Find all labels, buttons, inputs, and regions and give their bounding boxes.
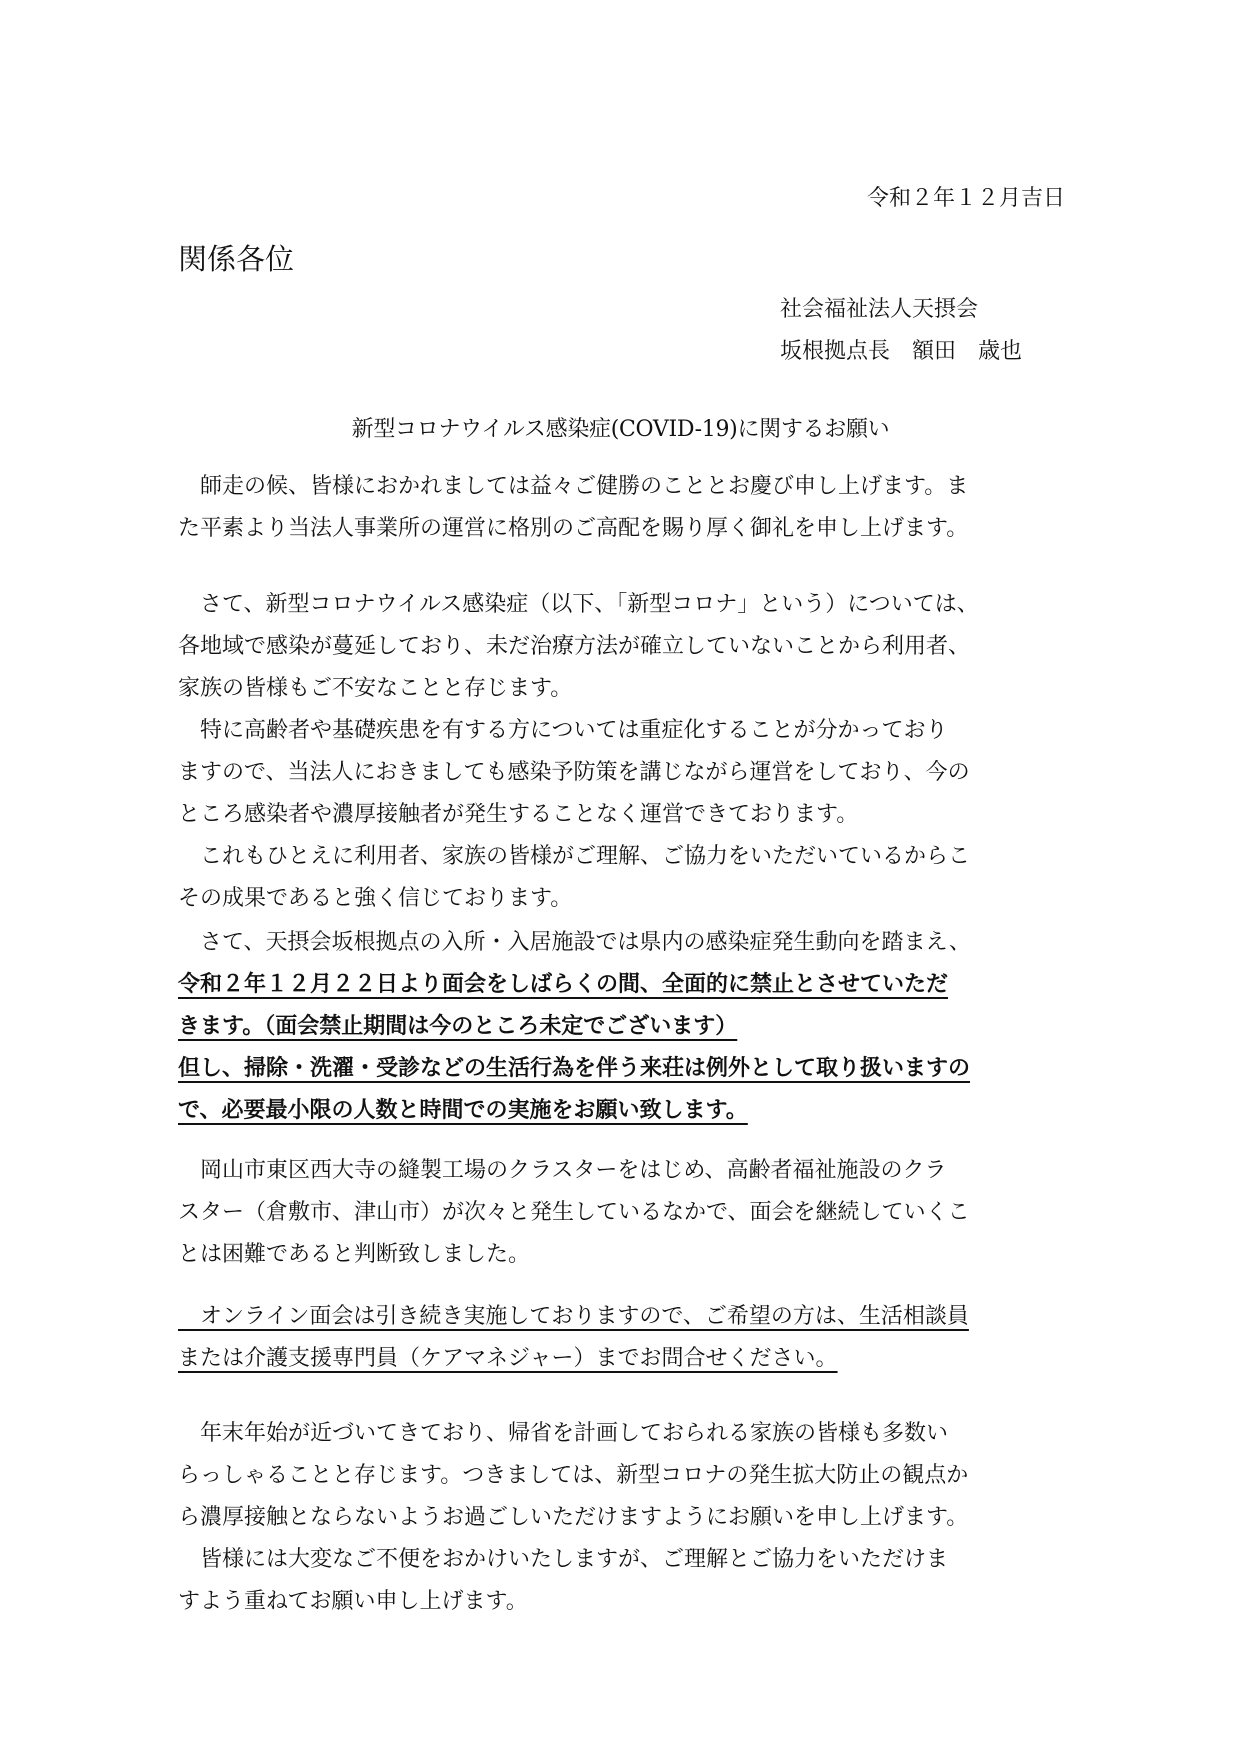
reason-line: とは困難であると判断致しました。 (178, 1242, 531, 1267)
closing-line: 年末年始が近づいてきており、帰省を計画しておられる家族の皆様も多数い (178, 1421, 949, 1446)
situation-line: ところ感染者や濃厚接触者が発生することなく運営できております。 (178, 802, 859, 827)
reason-line: 岡山市東区西大寺の縫製工場のクラスターをはじめ、高齢者福祉施設のクラ (178, 1158, 947, 1183)
ban-intro-line: さて、天摂会坂根拠点の入所・入居施設では県内の感染症発生動向を踏まえ、 (178, 930, 971, 955)
greeting-line: た平素より当法人事業所の運営に格別のご高配を賜り厚く御礼を申し上げます。 (178, 516, 969, 541)
closing-line: ら濃厚接触とならないようお過ごしいただけますようにお願いを申し上げます。 (178, 1505, 969, 1530)
situation-line: 各地域で感染が蔓延しており、未だ治療方法が確立していないことから利用者、 (178, 634, 971, 659)
ban-notice-line: 但し、掃除・洗濯・受診などの生活行為を伴う来荘は例外として取り扱いますの (178, 1056, 971, 1081)
closing-paragraph (178, 1413, 1078, 1623)
closing-line: すよう重ねてお願い申し上げます。 (178, 1589, 528, 1614)
closing-line: らっしゃることと存じます。つきましては、新型コロナの発生拡大防止の観点か (178, 1463, 969, 1488)
situation-paragraph (178, 584, 1078, 920)
greeting-line: 師走の候、皆様におかれましては益々ご健勝のこととお慶び申し上げます。ま (178, 474, 969, 499)
online-meeting-paragraph (178, 1296, 1078, 1380)
situation-line: 特に高齢者や基礎疾患を有する方については重症化することが分かっており (178, 718, 948, 743)
document-title: 新型コロナウイルス感染症(COVID-19)に関するお願い (351, 417, 890, 442)
greeting-paragraph (178, 466, 1078, 550)
reason-paragraph (178, 1150, 1078, 1276)
situation-line: その成果であると強く信じております。 (178, 886, 573, 911)
reason-line: スター（倉敷市、津山市）が次々と発生しているなかで、面会を継続していくこ (178, 1200, 970, 1225)
organization-name: 社会福祉法人天摂会 (780, 297, 979, 322)
document-date: 令和２年１２月吉日 (866, 186, 1065, 211)
situation-line: ますので、当法人におきましても感染予防策を講じながら運営をしており、今の (178, 760, 970, 785)
situation-line: 家族の皆様もご不安なことと存じます。 (178, 676, 573, 701)
online-meeting-line: または介護支援専門員（ケアマネジャー）までお問合せください。 (178, 1346, 838, 1371)
situation-line: さて、新型コロナウイルス感染症（以下、「新型コロナ」という）については、 (178, 592, 979, 617)
ban-notice-line: きます。（面会禁止期間は今のところ未定でございます） (178, 1014, 738, 1039)
sender-name: 坂根拠点長 額田 歳也 (780, 339, 1023, 364)
closing-line: 皆様には大変なご不便をおかけいたしますが、ご理解とご協力をいただけま (178, 1547, 949, 1572)
ban-paragraph (178, 922, 1078, 1132)
situation-line: これもひとえに利用者、家族の皆様がご理解、ご協力をいただいているからこ (178, 844, 971, 869)
ban-notice-line: で、必要最小限の人数と時間での実施をお願い致します。 (178, 1098, 748, 1123)
addressee: 関係各位 (178, 242, 295, 276)
ban-notice-line: 令和２年１２月２２日より面会をしばらくの間、全面的に禁止とさせていただ (178, 972, 949, 997)
online-meeting-line: オンライン面会は引き続き実施しておりますので、ご希望の方は、生活相談員 (178, 1304, 969, 1329)
